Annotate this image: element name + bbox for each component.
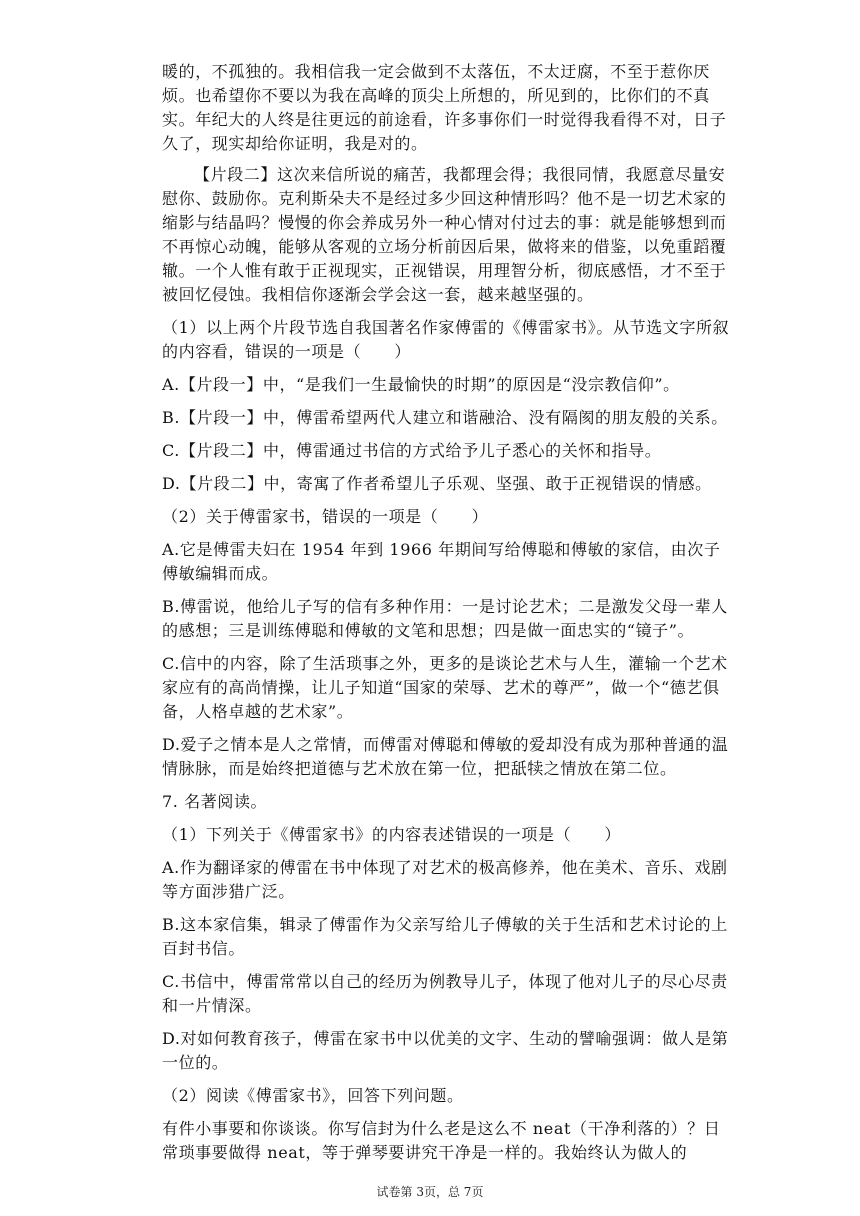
question-7-2-stem: （2）阅读《傅雷家书》，回答下列问题。	[162, 1086, 464, 1105]
question-6-1-option-d: D.【片段二】中，寄寓了作者希望儿子乐观、坚强、敢于正视错误的情感。	[162, 474, 712, 493]
question-7-1-option-b: B.这本家信集，辑录了傅雷作为父亲写给儿子傅敏的关于生活和艺术讨论的上百封书信。	[162, 915, 728, 958]
question-6-1-option-a: A.【片段一】中，“是我们一生最愉快的时期”的原因是“没宗教信仰”。	[162, 375, 680, 394]
page-footer: 试卷第 3页，总 7页	[376, 1185, 484, 1199]
passage-fragment-2: 【片段二】这次来信所说的痛苦，我都理会得；我很同情，我愿意尽量安慰你、鼓励你。克利斯朵夫不是经过多少回这种情形吗？他不是一切艺术家的缩影与结晶吗？慢慢的你会养成另外一种心情对付过去的事：就是能够想到而不再惊心动魄，能够从客观的立场分析前因后果，做将来的借鉴，以免重蹈覆辙。一个人惟有敢于正视现实，正视错误，用理智分析，彻底感悟，才不至于被回忆侵蚀。我相信你逐渐会学会这一套，越来越坚强的。	[162, 165, 727, 304]
question-6-2-option-b: B.傅雷说，他给儿子写的信有多种作用：一是讨论艺术；二是激发父母一辈人的感想；三是训练傅聪和傅敏的文笔和思想；四是做一面忠实的“镜子”。	[162, 597, 728, 640]
passage-paragraph-1: 暖的，不孤独的。我相信我一定会做到不太落伍，不太迂腐，不至于惹你厌烦。也希望你不要以为我在高峰的顶尖上所想的，所见到的，比你们的不真实。年纪大的人终是往更远的前途看，许多事你们一时觉得我看得不对，日子久了，现实却给你证明，我是对的。	[162, 62, 727, 153]
question-7-1-option-d: D.对如何教育孩子，傅雷在家书中以优美的文字、生动的譬喻强调：做人是第一位的。	[162, 1029, 729, 1072]
question-6-1-stem: （1）以上两个片段节选自我国著名作家傅雷的《傅雷家书》。从节选文字所叙的内容看，错误的一项是（ ）	[162, 318, 730, 361]
question-7-1-option-a: A.作为翻译家的傅雷在书中体现了对艺术的极高修养，他在美术、音乐、戏剧等方面涉猎广泛。	[162, 858, 728, 901]
page-content	[162, 60, 734, 1165]
question-6-1-option-b: B.【片段一】中，傅雷希望两代人建立和谐融洽、没有隔阂的朋友般的关系。	[162, 408, 728, 427]
question-7-1-stem: （1）下列关于《傅雷家书》的内容表述错误的一项是（ ）	[162, 825, 621, 844]
reading-excerpt: 有件小事要和你谈谈。你写信封为什么老是这么不 neat（干净利落的）？日常琐事要做得 neat，等于弹琴要讲究干净是一样的。我始终认为做人的	[162, 1119, 721, 1162]
question-6-2-option-c: C.信中的内容，除了生活琐事之外，更多的是谈论艺术与人生，灌输一个艺术家应有的高尚情操，让儿子知道“国家的荣辱、艺术的尊严”，做一个“德艺俱备，人格卓越的艺术家”。	[162, 654, 728, 721]
question-7-1-option-c: C.书信中，傅雷常常以自己的经历为例教导儿子，体现了他对儿子的尽心尽责和一片情深。	[162, 972, 728, 1015]
question-6-2-option-a: A.它是傅雷夫妇在 1954 年到 1966 年期间写给傅聪和傅敏的家信，由次子傅敏编辑而成。	[162, 540, 721, 583]
question-7-heading: 7. 名著阅读。	[162, 792, 268, 811]
question-6-2-option-d: D.爱子之情本是人之常情，而傅雷对傅聪和傅敏的爱却没有成为那种普通的温情脉脉，而是始终把道德与艺术放在第一位，把舐犊之情放在第二位。	[162, 735, 729, 778]
question-6-1-option-c: C.【片段二】中，傅雷通过书信的方式给予儿子悉心的关怀和指导。	[162, 441, 662, 460]
question-6-2-stem: （2）关于傅雷家书，错误的一项是（ ）	[162, 507, 489, 526]
